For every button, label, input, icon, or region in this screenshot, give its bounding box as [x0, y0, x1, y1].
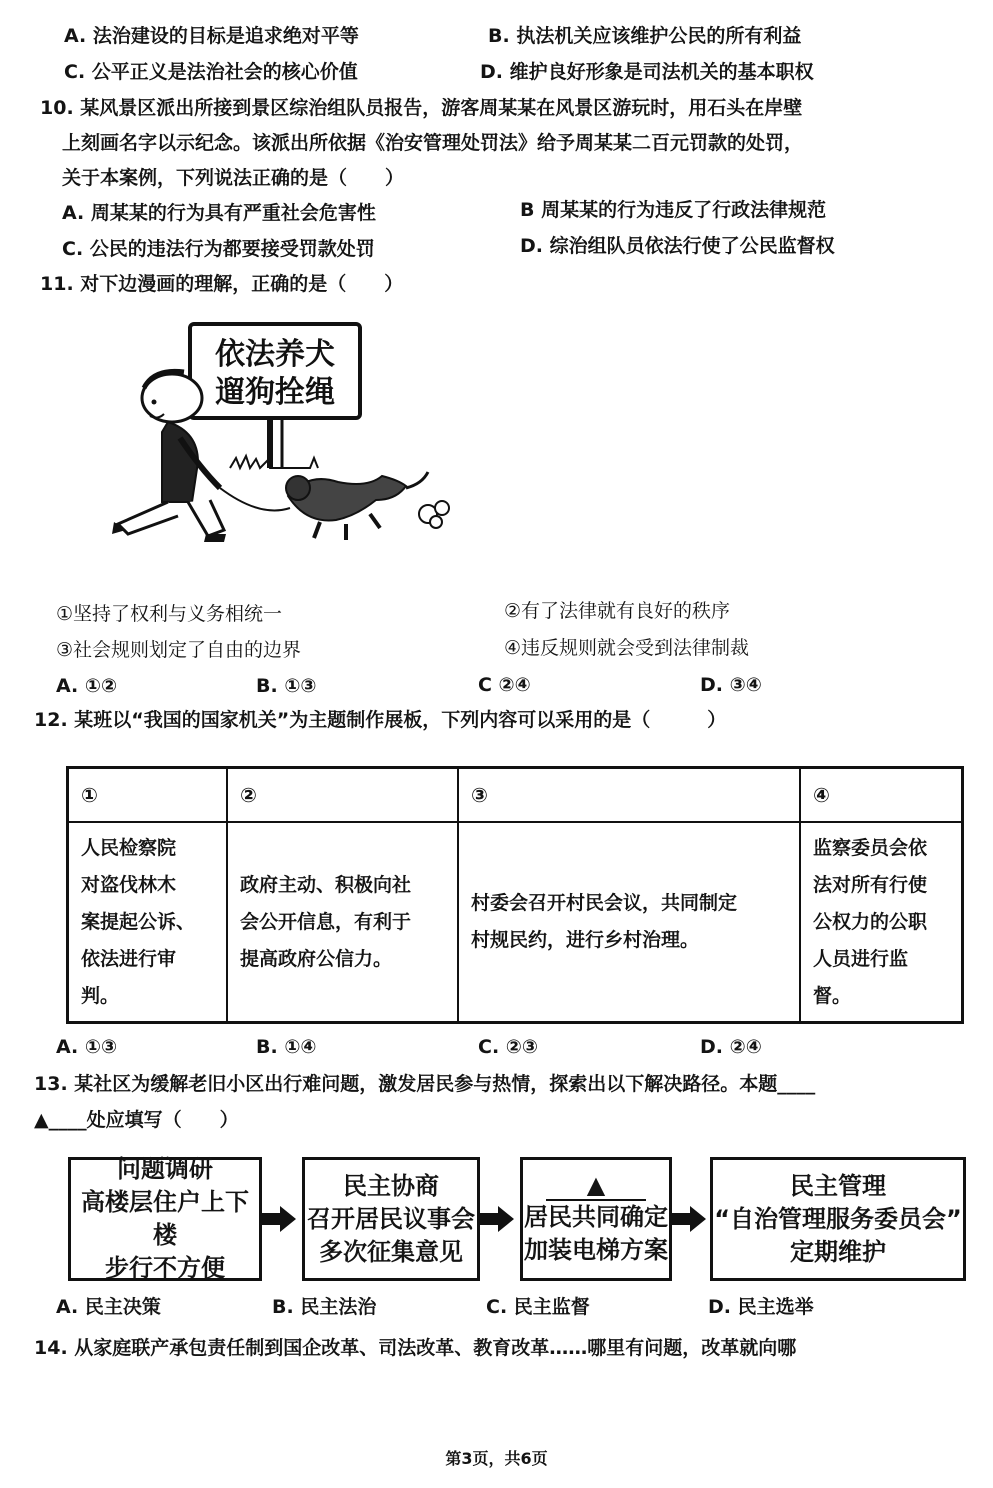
dog-leash [220, 488, 290, 511]
man-shoe-front [204, 534, 226, 542]
q9-option-b: B. 执法机关应该维护公民的所有利益 [488, 25, 802, 47]
q13-option-c: C. 民主监督 [486, 1296, 590, 1318]
q10-option-b: B 周某某的行为违反了行政法律规范 [520, 199, 827, 221]
table-cell-2: 政府主动、积极向社 会公开信息，有利于 提高政府公信力。 [227, 822, 458, 1023]
q12-stem: 12. 某班以“我国的国家机关”为主题制作展板，下列内容可以采用的是（ ） [34, 709, 727, 731]
flow-box-blank-step: ▲ 居民共同确定 加装电梯方案 [520, 1157, 672, 1281]
flow-arrow-icon [480, 1206, 514, 1232]
man-leg-back [118, 502, 178, 534]
q13-option-a: A. 民主决策 [56, 1296, 161, 1318]
q11-option-d: D. ③④ [700, 674, 762, 696]
table-row [68, 822, 963, 1023]
q13-stem-line-1: 13. 某社区为缓解老旧小区出行难问题，激发居民参与热情，探索出以下解决路径。本题____ [34, 1073, 816, 1095]
dog-head [286, 476, 310, 500]
sign-text-line-1: 依法养犬 [215, 337, 335, 372]
q10-stem-line-3: 关于本案例，下列说法正确的是（ ） [62, 167, 405, 189]
q12-table [66, 766, 964, 1024]
q10-option-d: D. 综治组队员依法行使了公民监督权 [520, 235, 835, 257]
man-body [162, 422, 198, 502]
q9-option-d: D. 维护良好形象是司法机关的基本职权 [480, 61, 814, 83]
q11-statement-2: ②有了法律就有良好的秩序 [504, 600, 731, 622]
q12-option-d: D. ②④ [700, 1036, 762, 1058]
man-leg-front [188, 500, 224, 536]
grass [230, 456, 318, 468]
q12-option-b: B. ①④ [256, 1036, 317, 1058]
q11-statement-1: ①坚持了权利与义务相统一 [56, 603, 283, 625]
table-header-cell: ③ [458, 768, 800, 823]
flow-box-consultation: 民主协商 召开居民议事会 多次征集意见 [302, 1157, 480, 1281]
flow-box-research: 问题调研 高楼层住户上下楼 步行不方便 [68, 1157, 262, 1281]
q13-stem-line-2: ▲____处应填写（ ） [34, 1109, 239, 1131]
dust-cloud [419, 501, 449, 528]
q10-stem-line-2: 上刻画名字以示纪念。该派出所依据《治安管理处罚法》给予周某某二百元罚款的处罚， [62, 132, 804, 154]
q11-statement-3: ③社会规则划定了自由的边界 [56, 639, 302, 661]
flow-arrow-icon [262, 1206, 296, 1232]
dog-running [286, 472, 428, 540]
cartoon-illustration [110, 318, 470, 548]
dog-tail [406, 472, 428, 488]
q11-option-c: C ②④ [478, 674, 531, 696]
table-cell-3: 村委会召开村民会议，共同制定 村规民约，进行乡村治理。 [458, 822, 800, 1023]
q10-stem-line-1: 10. 某风景区派出所接到景区综治组队员报告，游客周某某在风景区游玩时，用石头在岸壁 [40, 97, 803, 119]
q11-option-b: B. ①③ [256, 675, 317, 697]
q11-statement-4: ④违反规则就会受到法律制裁 [504, 637, 750, 659]
q11-option-a: A. ①② [56, 675, 118, 697]
table-cell-1: 人民检察院 对盗伐林木 案提起公诉、 依法进行审 判。 [68, 822, 228, 1023]
q10-option-c: C. 公民的违法行为都要接受罚款处罚 [62, 238, 375, 260]
table-header-row [68, 768, 963, 823]
man-eye [152, 400, 157, 405]
q11-stem: 11. 对下边漫画的理解，正确的是（ ） [40, 273, 404, 295]
blank-marker: ▲ [546, 1171, 646, 1201]
q12-option-a: A. ①③ [56, 1036, 118, 1058]
q14-stem-line-1: 14. 从家庭联产承包责任制到国企改革、司法改革、教育改革……哪里有问题，改革就向哪 [34, 1337, 797, 1359]
q12-option-c: C. ②③ [478, 1036, 538, 1058]
q10-option-a: A. 周某某的行为具有严重社会危害性 [62, 202, 376, 224]
table-cell-4: 监察委员会依 法对所有行使 公权力的公职 人员进行监 督。 [800, 822, 963, 1023]
page-number: 第3页，共6页 [445, 1449, 548, 1468]
q13-option-d: D. 民主选举 [708, 1296, 814, 1318]
q9-option-c: C. 公平正义是法治社会的核心价值 [64, 61, 358, 83]
table-header-cell: ① [68, 768, 228, 823]
flow-box-management: 民主管理 “自治管理服务委员会” 定期维护 [710, 1157, 966, 1281]
table-header-cell: ④ [800, 768, 963, 823]
table-header-cell: ② [227, 768, 458, 823]
sign-text-line-2: 遛狗拴绳 [215, 375, 335, 410]
q13-option-b: B. 民主法治 [272, 1296, 377, 1318]
q9-option-a: A. 法治建设的目标是追求绝对平等 [64, 25, 359, 47]
flow-arrow-icon [672, 1206, 706, 1232]
